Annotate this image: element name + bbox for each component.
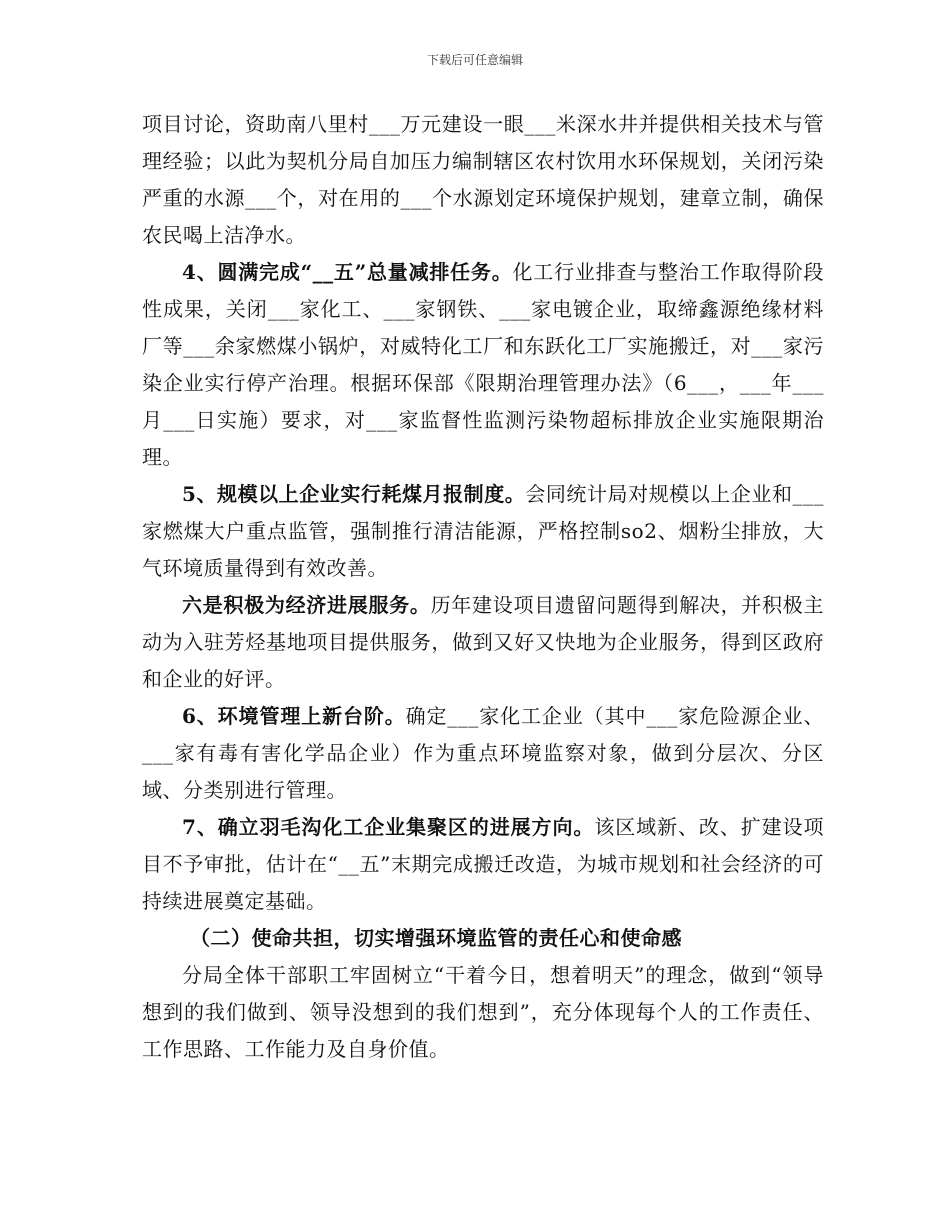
page-header: 下载后可任意编辑 bbox=[426, 53, 523, 67]
paragraph-item-5 bbox=[142, 476, 824, 587]
paragraph-text: 会同统计局对规模以上企业和___家燃煤大户重点监管，强制推行清洁能源，严格控制so2、烟粉尘排放，大气环境质量得到有效改善。 bbox=[142, 482, 824, 580]
item-heading: 六是积极为经济进展服务。 bbox=[182, 593, 431, 617]
item-heading: 4、圆满完成“__五”总量减排任务。 bbox=[182, 260, 513, 284]
paragraph-text: 确定___家化工企业（其中___家危险源企业、___家有毒有害化学品企业）作为重点环境监察对象，做到分层次、分区域、分类别进行管理。 bbox=[142, 704, 825, 802]
paragraph-final: 分局全体干部职工牢固树立“干着今日，想着明天”的理念，做到“领导想到的我们做到、领导没想到的我们想到”，充分体现每个人的工作责任、工作思路、工作能力及自身价值。 bbox=[142, 963, 824, 1061]
paragraph-text: 项目讨论，资助南八里村___万元建设一眼___米深水井并提供相关技术与管理经验；以此为契机分局自加压力编制辖区农村饮用水环保规划，关闭污染严重的水源___个，对在用的___个水源划定环境保护规划，建章立制，确保农民喝上洁净水。 bbox=[142, 112, 824, 247]
section-heading: （二）使命共担，切实增强环境监管的责任心和使命感 bbox=[190, 926, 682, 950]
paragraph-text: 该区域新、改、扩建设项目不予审批，估计在“__五”末期完成搬迁改造，为城市规划和社会经济的可持续进展奠定基础。 bbox=[142, 815, 825, 913]
paragraph-item-7 bbox=[142, 809, 824, 920]
paragraph-text: 化工行业排查与整治工作取得阶段性成果，关闭___家化工、___家钢铁、___家电镀企业，取缔鑫源绝缘材料厂等___余家燃煤小锅炉，对威特化工厂和东跃化工厂实施搬迁，对___家污染企业实行停产治理。根据环保部《限期治理管理办法》（6___，___年___月___日实施）要求，对___家监督性监测污染物超标排放企业实施限期治理。 bbox=[142, 260, 824, 469]
paragraph-continuation bbox=[142, 106, 824, 254]
paragraph-item-6 bbox=[142, 698, 824, 809]
paragraph-item-six bbox=[142, 587, 824, 698]
paragraph-item-4 bbox=[142, 254, 824, 476]
item-heading: 6、环境管理上新台阶。 bbox=[182, 704, 406, 728]
item-heading: 5、规模以上企业实行耗煤月报制度。 bbox=[182, 482, 526, 506]
item-heading: 7、确立羽毛沟化工企业集聚区的进展方向。 bbox=[182, 815, 595, 839]
paragraph-text: 历年建设项目遗留问题得到解决，并积极主动为入驻芳烃基地项目提供服务，做到又好又快地为企业服务，得到区政府和企业的好评。 bbox=[142, 593, 825, 691]
document-body bbox=[142, 106, 824, 1068]
